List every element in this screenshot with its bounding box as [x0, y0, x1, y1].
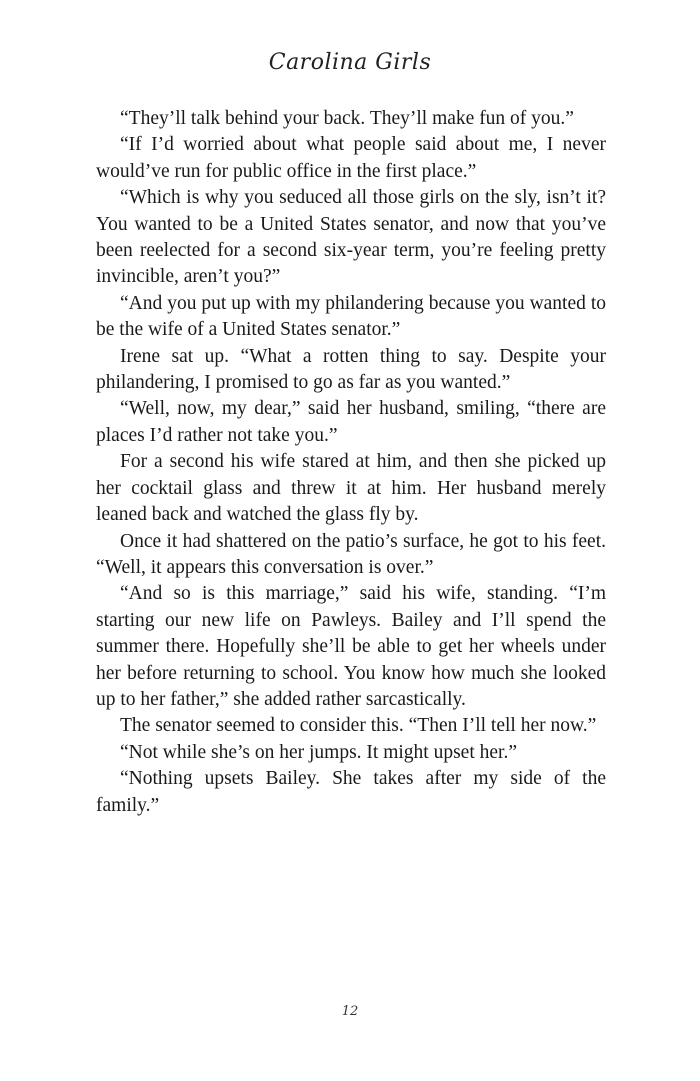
paragraph: The senator seemed to consider this. “Then I’ll tell her now.” [120, 715, 597, 737]
paragraph: “Well, now, my dear,” said her husband, smiling, “there are places I’d rather not take you.” [96, 398, 606, 446]
body-text [96, 106, 606, 819]
paragraph: “And you put up with my philandering because you wanted to be the wife of a United States senator.” [96, 292, 606, 341]
running-head: Carolina Girls [268, 50, 432, 75]
paragraph: “Which is why you seduced all those girls on the sly, isn’t it? You wanted to be a United States senator, and now that you’ve been reelected for a second six-year term, you’re feeling pretty invincible, aren’t you?” [96, 187, 606, 288]
paragraph: “And so is this marriage,” said his wife, standing. “I’m starting our new life on Pawleys. Bailey and I’ll spend the summer there. Hopefully she’ll be able to get her wheels under her before returning to school. You know how much she looked up to her father,” she added rather sarcastically. [96, 583, 606, 710]
paragraph: “If I’d worried about what people said about me, I never would’ve run for public office in the first place.” [96, 134, 606, 182]
paragraph: For a second his wife stared at him, and then she picked up her cocktail glass and threw it at him. Her husband merely leaned back and watched the glass fly by. [96, 451, 606, 526]
paragraph: “Not while she’s on her jumps. It might upset her.” [120, 741, 517, 763]
paragraph: “Nothing upsets Bailey. She takes after my side of the family.” [96, 768, 606, 816]
paragraph: Irene sat up. “What a rotten thing to say. Despite your philandering, I promised to go as far as you wanted.” [96, 345, 606, 394]
paragraph: “They’ll talk behind your back. They’ll make fun of you.” [120, 108, 574, 129]
paragraph: Once it had shattered on the patio’s surface, he got to his feet. “Well, it appears this conversation is over.” [96, 530, 606, 578]
page-number: 12 [341, 1004, 359, 1019]
